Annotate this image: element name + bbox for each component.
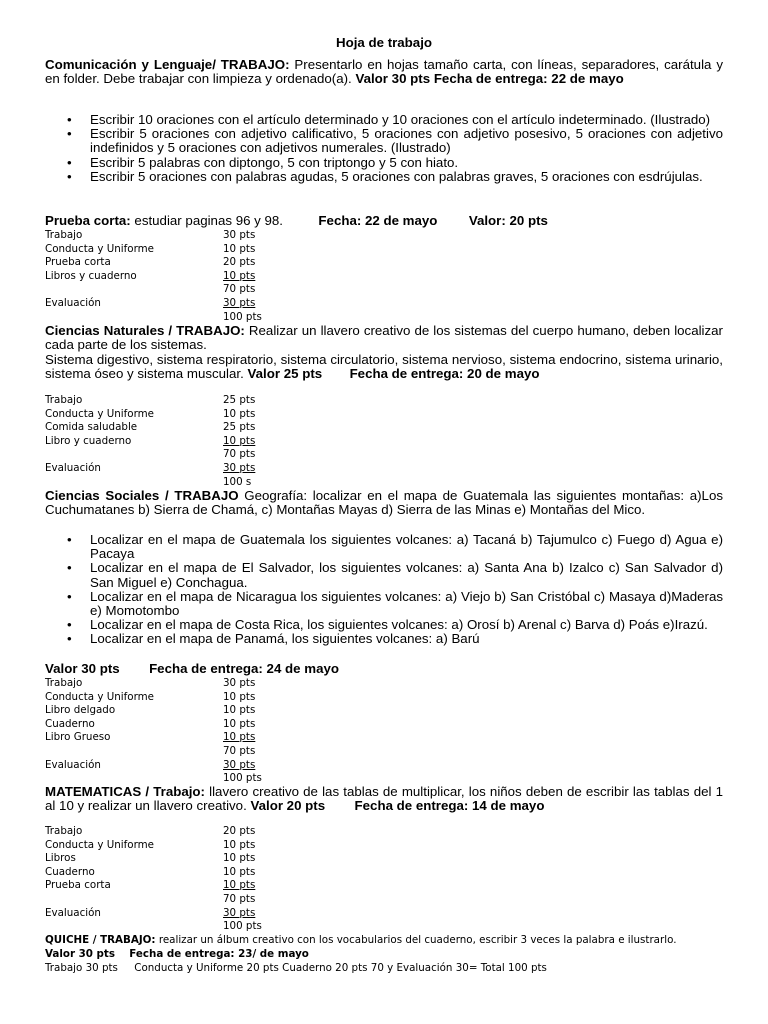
sociales-grade-table (45, 677, 345, 786)
grade-value: 10 pts (223, 269, 256, 282)
grade-label: Evaluación (45, 906, 101, 919)
matematicas-grade-table (45, 825, 345, 934)
naturales-intro (45, 324, 723, 352)
grade-label: Trabajo (45, 394, 83, 406)
grade-value: 10 pts (223, 434, 256, 447)
bullet-item: • Localizar en el mapa de Costa Rica, los siguientes volcanes: a) Orosí b) Arenal c) Barva d) Poás e)Irazú. (45, 618, 723, 632)
grade-value: 30 pts (223, 758, 256, 771)
comunicacion-heading: Comunicación y Lenguaje/ TRABAJO: (45, 57, 290, 72)
bullet-item: • Escribir 5 oraciones con palabras agudas, 5 oraciones con palabras graves, 5 oraciones con esdrújulas. (45, 170, 723, 184)
comunicacion-valor: Valor 30 pts (355, 71, 431, 87)
grade-label: Trabajo (45, 229, 83, 241)
grade-label: Evaluación (45, 296, 101, 309)
grade-row (45, 408, 345, 422)
grade-row (45, 839, 345, 853)
matematicas-intro (45, 785, 723, 813)
grade-label: Comida saludable (45, 421, 138, 434)
grade-row (45, 462, 345, 476)
grade-value: 10 pts (223, 731, 256, 744)
grade-value: 30 pts (223, 296, 256, 309)
grade-label: Cuaderno (45, 865, 95, 878)
grade-value: 30 pts (223, 906, 256, 919)
grade-label: Libros (45, 852, 76, 865)
sociales-fecha: Fecha de entrega: 24 de mayo (149, 661, 339, 676)
prueba-corta-text: estudiar paginas 96 y 98. (134, 213, 284, 228)
grade-value: 100 pts (223, 920, 262, 933)
grade-value: 25 pts (223, 421, 256, 434)
matematicas-heading: MATEMATICAS / Trabajo: (45, 784, 205, 799)
quiche-grades-line: Trabajo 30 pts Conducta y Uniforme 20 pts Cuaderno 20 pts 70 y Evaluación 30= Total 100 pts (45, 962, 547, 974)
comunicacion-bullet-list (45, 113, 723, 184)
comunicacion-grade-table (45, 229, 345, 324)
grade-row (45, 229, 345, 243)
bullet-item: • Localizar en el mapa de Guatemala los siguientes volcanes: a) Tacaná b) Tajumulco c) Fuego d) Agua e) Pacaya (45, 533, 723, 561)
grade-row (45, 704, 345, 718)
bullet-item: • Escribir 5 oraciones con adjetivo calificativo, 5 oraciones con adjetivo posesivo, 5 oraciones con adjetivo indefinidos y 5 oraciones con adjetivos numerales. (Ilustrado) (45, 127, 723, 155)
comunicacion-fecha: Fecha de entrega: 22 de mayo (433, 71, 624, 87)
grade-label: Trabajo (45, 677, 83, 689)
naturales-text2: Sistema digestivo, sistema respiratorio, sistema circulatorio, sistema nervioso, sistema endocrino, sistema urinario, sistema óseo y sistema muscular. (45, 352, 723, 382)
grade-row (45, 907, 345, 921)
grade-label: Conducta y Uniforme (45, 838, 154, 851)
prueba-corta-label: Prueba corta: (45, 213, 131, 228)
grade-row (45, 718, 345, 732)
comunicacion-text: Presentarlo en hojas tamaño carta, con líneas, separadores, carátula y en folder. Debe trabajar con limpieza y ordenado(a). (45, 57, 723, 87)
grade-value: 100 s (223, 475, 252, 488)
grade-label: Libro delgado (45, 704, 116, 717)
grade-label: Evaluación (45, 758, 101, 771)
grade-value: 10 pts (223, 879, 256, 892)
grade-row (45, 394, 345, 408)
naturales-fecha: Fecha de entrega: 20 de mayo (349, 366, 540, 382)
bullet-item: • Localizar en el mapa de Panamá, los siguientes volcanes: a) Barú (45, 632, 723, 646)
grade-row (45, 297, 345, 311)
naturales-systems (45, 353, 723, 381)
bullet-item: • Localizar en el mapa de El Salvador, los siguientes volcanes: a) Santa Ana b) Izalco c) San Salvador d) San Miguel e) Conchagua. (45, 561, 723, 589)
naturales-text1: Realizar un llavero creativo de los sistemas del cuerpo humano, deben localizar cada parte de los sistemas. (45, 323, 723, 353)
prueba-corta-line (45, 214, 745, 228)
naturales-heading: Ciencias Naturales / TRABAJO: (45, 323, 245, 338)
quiche-heading: QUICHE / TRABAJO: (45, 934, 156, 946)
grade-value: 30 pts (223, 229, 256, 241)
grade-row (45, 825, 345, 839)
matematicas-valor: Valor 20 pts (250, 798, 326, 814)
grade-row (45, 677, 345, 691)
grade-row (45, 256, 345, 270)
bullet-item: • Localizar en el mapa de Nicaragua los siguientes volcanes: a) Viejo b) San Cristóbal c) Masaya d)Maderas e) Momotombo (45, 590, 723, 618)
grade-label: Prueba corta (45, 879, 111, 892)
grade-row (45, 866, 345, 880)
grade-row (45, 270, 345, 284)
matematicas-fecha: Fecha de entrega: 14 de mayo (354, 798, 545, 814)
sociales-valor-line (45, 662, 745, 676)
prueba-corta-fecha: Fecha: 22 de mayo (318, 213, 438, 228)
grade-label: Cuaderno (45, 717, 95, 730)
sociales-bullet-list (45, 533, 723, 647)
bullet-item: • Escribir 5 palabras con diptongo, 5 con triptongo y 5 con hiato. (45, 156, 723, 170)
grade-value: 10 pts (223, 717, 256, 730)
grade-value: 10 pts (223, 407, 256, 420)
grade-row (45, 920, 345, 934)
grade-label: Prueba corta (45, 256, 111, 269)
grade-row (45, 421, 345, 435)
sociales-valor: Valor 30 pts (45, 661, 120, 676)
quiche-intro (45, 934, 745, 948)
grade-value: 70 pts (223, 448, 256, 461)
grade-value: 10 pts (223, 838, 256, 851)
grade-label: Evaluación (45, 461, 101, 474)
grade-label: Trabajo (45, 825, 83, 837)
grade-label: Conducta y Uniforme (45, 407, 154, 420)
grade-row (45, 435, 345, 449)
quiche-text: realizar un álbum creativo con los vocabularios del cuaderno, escribir 3 veces la palabra e ilustrarlo. (158, 934, 677, 946)
grade-value: 30 pts (223, 677, 256, 689)
grade-value: 100 pts (223, 772, 262, 785)
matematicas-text: llavero creativo de las tablas de multiplicar, los niños deben de escribir las tablas del 1 al 10 y realizar un llavero creativo. (45, 784, 723, 814)
grade-row (45, 852, 345, 866)
naturales-valor: Valor 25 pts (247, 366, 323, 382)
grade-label: Libro y cuaderno (45, 434, 132, 447)
grade-value: 10 pts (223, 242, 256, 255)
grade-value: 20 pts (223, 825, 256, 837)
grade-row (45, 893, 345, 907)
grade-row (45, 691, 345, 705)
grade-label: Conducta y Uniforme (45, 690, 154, 703)
grade-row (45, 879, 345, 893)
grade-label: Conducta y Uniforme (45, 242, 154, 255)
naturales-grade-table (45, 394, 345, 489)
grade-value: 100 pts (223, 310, 262, 323)
grade-value: 30 pts (223, 461, 256, 474)
grade-value: 70 pts (223, 744, 256, 757)
grade-value: 10 pts (223, 704, 256, 717)
comunicacion-intro (45, 58, 723, 86)
grade-label: Libros y cuaderno (45, 269, 137, 282)
page-title: Hoja de trabajo (335, 35, 433, 50)
grade-value: 25 pts (223, 394, 256, 406)
grade-value: 10 pts (223, 852, 256, 865)
grade-row (45, 448, 345, 462)
prueba-corta-valor: Valor: 20 pts (468, 213, 548, 228)
grade-row (45, 745, 345, 759)
sociales-text: Geografía: localizar en el mapa de Guatemala las siguientes montañas: a)Los Cuchumatanes b) Sierra de Chamá, c) Montañas Mayas d) Sierra de las Minas e) Montañas del Mico. (45, 488, 723, 518)
quiche-valor-fecha: Valor 30 pts Fecha de entrega: 23/ de mayo (45, 948, 309, 960)
grade-value: 10 pts (223, 690, 256, 703)
grade-value: 70 pts (223, 892, 256, 905)
sociales-intro (45, 489, 723, 517)
grade-row (45, 759, 345, 773)
grade-value: 70 pts (223, 283, 256, 296)
grade-value: 20 pts (223, 256, 256, 269)
grade-row (45, 243, 345, 257)
grade-label: Libro Grueso (45, 731, 111, 744)
bullet-item: • Escribir 10 oraciones con el artículo determinado y 10 oraciones con el artículo indeterminado. (Ilustrado) (45, 113, 723, 127)
sociales-heading: Ciencias Sociales / TRABAJO (45, 488, 239, 503)
grade-row (45, 731, 345, 745)
grade-value: 10 pts (223, 865, 256, 878)
grade-row (45, 283, 345, 297)
